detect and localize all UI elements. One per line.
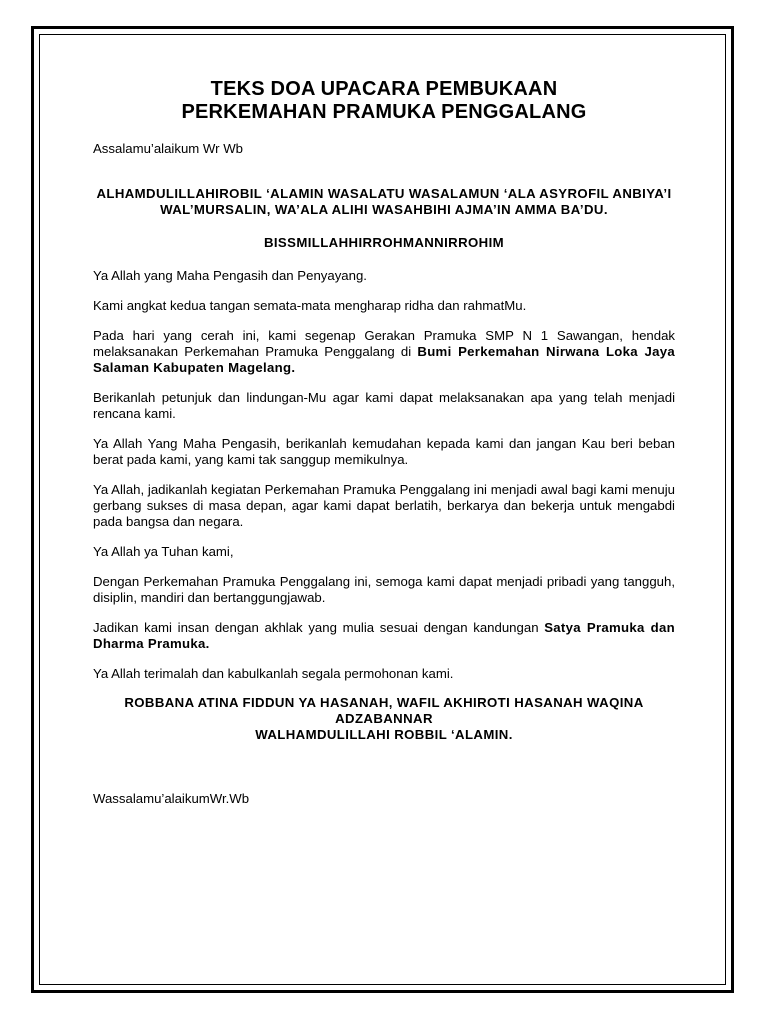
paragraph-4: Berikanlah petunjuk dan lindungan-Mu agar kami dapat melaksanakan apa yang telah menjadi rencana kami.: [93, 390, 675, 421]
paragraph-2: Kami angkat kedua tangan semata-mata mengharap ridha dan rahmatMu.: [93, 298, 527, 313]
paragraph-6: Ya Allah, jadikanlah kegiatan Perkemahan Pramuka Penggalang ini menjadi awal bagi kami menuju gerbang sukses di masa depan, agar kami dapat berlatih, berkarya dan bekerja untuk mengabdi pada bangsa dan negara.: [93, 482, 675, 529]
closing-prayer: [93, 695, 675, 743]
basmalah: BISSMILLAHHIRROHMANNIRROHIM: [263, 235, 505, 250]
paragraph-9-bold: Satya Pramuka dan Dharma Pramuka.: [93, 620, 675, 651]
document-body: [93, 78, 675, 807]
closing-line-2: WALHAMDULILLAHI ROBBIL ‘ALAMIN.: [255, 727, 513, 742]
farewell: Wassalamu’alaikumWr.Wb: [93, 791, 250, 806]
paragraph-7: Ya Allah ya Tuhan kami,: [93, 544, 234, 559]
paragraph-3: [93, 328, 675, 376]
greeting: Assalamu’alaikum Wr Wb: [93, 141, 243, 156]
opening-prayer: ALHAMDULILLAHIROBIL ‘ALAMIN WASALATU WASALAMUN ‘ALA ASYROFIL ANBIYA’I WAL’MURSALIN, WA’ALA ALIHI WASAHBIHI AJMA’IN AMMA BA’DU.: [96, 186, 672, 217]
title-line-2: PERKEMAHAN PRAMUKA PENGGALANG: [181, 101, 587, 123]
paragraph-3-location: Bumi Perkemahan Nirwana Loka Jaya Salaman Kabupaten Magelang.: [93, 344, 675, 375]
closing-line-1: ROBBANA ATINA FIDDUN YA HASANAH, WAFIL AKHIROTI HASANAH WAQINA ADZABANNAR: [124, 695, 644, 726]
paragraph-5: Ya Allah Yang Maha Pengasih, berikanlah kemudahan kepada kami dan jangan Kau beri beban berat pada kami, yang kami tak sanggup memikulnya.: [93, 436, 675, 467]
title-line-1: TEKS DOA UPACARA PEMBUKAAN: [210, 78, 558, 100]
paragraph-9: [93, 620, 675, 652]
document-title: [93, 78, 675, 124]
paragraph-10: Ya Allah terimalah dan kabulkanlah segala permohonan kami.: [93, 666, 454, 681]
paragraph-1: Ya Allah yang Maha Pengasih dan Penyayang.: [93, 268, 367, 283]
paragraph-3-text: Pada hari yang cerah ini, kami segenap Gerakan Pramuka SMP N 1 Sawangan, hendak melaksanakan Perkemahan Pramuka Penggalang di: [93, 328, 675, 359]
paragraph-8: Dengan Perkemahan Pramuka Penggalang ini, semoga kami dapat menjadi pribadi yang tangguh, disiplin, mandiri dan bertanggungjawab.: [93, 574, 675, 605]
paragraph-9-text: Jadikan kami insan dengan akhlak yang mulia sesuai dengan kandungan: [93, 620, 545, 635]
